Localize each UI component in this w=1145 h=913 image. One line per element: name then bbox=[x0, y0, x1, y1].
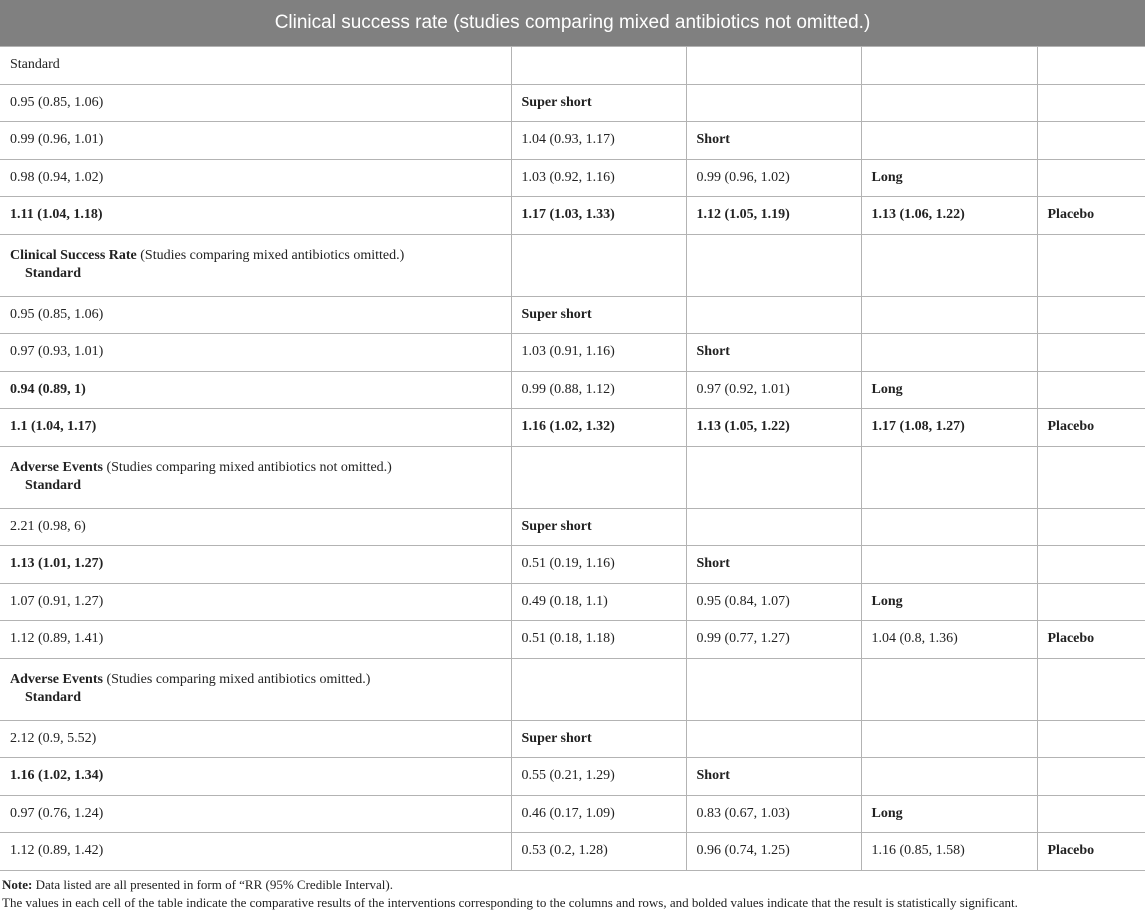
standard-label: Standard bbox=[25, 690, 82, 705]
table-cell: Super short bbox=[511, 296, 686, 334]
table-body bbox=[0, 47, 1145, 871]
table-cell: 0.94 (0.89, 1) bbox=[0, 371, 511, 409]
table-cell bbox=[686, 84, 861, 122]
table-cell bbox=[1037, 720, 1145, 758]
empty-cell bbox=[1037, 47, 1145, 85]
table-cell bbox=[1037, 159, 1145, 197]
table-cell bbox=[861, 84, 1037, 122]
section-header-row bbox=[0, 446, 1145, 508]
table-cell: Short bbox=[686, 122, 861, 160]
standard-label: Standard bbox=[10, 57, 60, 73]
note-label: Note: bbox=[2, 877, 33, 892]
table-cell bbox=[861, 296, 1037, 334]
table-cell: Placebo bbox=[1037, 833, 1145, 871]
table-cell: 1.16 (1.02, 1.34) bbox=[0, 758, 511, 796]
table-row bbox=[0, 833, 1145, 871]
table-cell: 0.99 (0.77, 1.27) bbox=[686, 621, 861, 659]
empty-cell bbox=[511, 47, 686, 85]
table-cell bbox=[861, 122, 1037, 160]
section-header-row bbox=[0, 47, 1145, 85]
table-row bbox=[0, 296, 1145, 334]
table-cell: Super short bbox=[511, 508, 686, 546]
table-cell bbox=[686, 296, 861, 334]
note-text: Data listed are all presented in form of “RR (95% Credible Interval). bbox=[32, 877, 393, 892]
table-row bbox=[0, 583, 1145, 621]
table-row bbox=[0, 159, 1145, 197]
table-cell: 0.46 (0.17, 1.09) bbox=[511, 795, 686, 833]
standard-label: Standard bbox=[25, 478, 82, 493]
table-cell: Short bbox=[686, 758, 861, 796]
table-cell bbox=[1037, 795, 1145, 833]
table-cell: Long bbox=[861, 583, 1037, 621]
empty-cell bbox=[686, 658, 861, 720]
table-cell: 1.12 (1.05, 1.19) bbox=[686, 197, 861, 235]
table-cell: Placebo bbox=[1037, 197, 1145, 235]
table-cell bbox=[1037, 371, 1145, 409]
table-row bbox=[0, 546, 1145, 584]
table-cell: 0.99 (0.88, 1.12) bbox=[511, 371, 686, 409]
section-header-cell bbox=[0, 446, 511, 508]
table-cell: 1.07 (0.91, 1.27) bbox=[0, 583, 511, 621]
section-header-cell bbox=[0, 658, 511, 720]
table-cell bbox=[1037, 583, 1145, 621]
table-row bbox=[0, 795, 1145, 833]
table-cell: 1.12 (0.89, 1.41) bbox=[0, 621, 511, 659]
table-cell: 0.99 (0.96, 1.02) bbox=[686, 159, 861, 197]
table-row bbox=[0, 84, 1145, 122]
table-cell: 2.12 (0.9, 5.52) bbox=[0, 720, 511, 758]
table-cell bbox=[686, 508, 861, 546]
table-cell: Placebo bbox=[1037, 409, 1145, 447]
table-cell bbox=[861, 758, 1037, 796]
note-line-1 bbox=[2, 876, 1018, 894]
table-row bbox=[0, 720, 1145, 758]
table-cell: Long bbox=[861, 159, 1037, 197]
table-cell: 0.95 (0.85, 1.06) bbox=[0, 84, 511, 122]
table-cell bbox=[686, 720, 861, 758]
empty-cell bbox=[511, 234, 686, 296]
empty-cell bbox=[1037, 658, 1145, 720]
table-row bbox=[0, 758, 1145, 796]
table-cell: 1.04 (0.93, 1.17) bbox=[511, 122, 686, 160]
section-title: Adverse Events bbox=[10, 672, 103, 687]
table-row bbox=[0, 122, 1145, 160]
table-row bbox=[0, 409, 1145, 447]
empty-cell bbox=[511, 446, 686, 508]
table-cell bbox=[861, 508, 1037, 546]
table-cell: 0.51 (0.18, 1.18) bbox=[511, 621, 686, 659]
table-cell: 0.55 (0.21, 1.29) bbox=[511, 758, 686, 796]
table-cell bbox=[861, 720, 1037, 758]
table-cell: Super short bbox=[511, 720, 686, 758]
table-cell: 1.1 (1.04, 1.17) bbox=[0, 409, 511, 447]
empty-cell bbox=[511, 658, 686, 720]
section-subtitle: (Studies comparing mixed antibiotics omitted.) bbox=[136, 248, 405, 263]
table-cell: 0.97 (0.92, 1.01) bbox=[686, 371, 861, 409]
table-cell: 1.11 (1.04, 1.18) bbox=[0, 197, 511, 235]
empty-cell bbox=[686, 234, 861, 296]
table-cell: 1.03 (0.92, 1.16) bbox=[511, 159, 686, 197]
table-cell: 0.97 (0.93, 1.01) bbox=[0, 334, 511, 372]
standard-label: Standard bbox=[25, 266, 82, 281]
table-cell: 0.99 (0.96, 1.01) bbox=[0, 122, 511, 160]
empty-cell bbox=[1037, 446, 1145, 508]
table-cell: 1.16 (1.02, 1.32) bbox=[511, 409, 686, 447]
table-cell: 0.95 (0.84, 1.07) bbox=[686, 583, 861, 621]
note-line-2: The values in each cell of the table indicate the comparative results of the interventions corresponding to the columns and rows, and bolded values indicate that the result is statistically significant. bbox=[2, 895, 1018, 910]
table-cell: 0.51 (0.19, 1.16) bbox=[511, 546, 686, 584]
empty-cell bbox=[861, 47, 1037, 85]
table-cell: 1.04 (0.8, 1.36) bbox=[861, 621, 1037, 659]
table-cell: Short bbox=[686, 334, 861, 372]
table-cell bbox=[861, 334, 1037, 372]
table-cell: 1.16 (0.85, 1.58) bbox=[861, 833, 1037, 871]
table-cell: 1.13 (1.01, 1.27) bbox=[0, 546, 511, 584]
section-subtitle: (Studies comparing mixed antibiotics omitted.) bbox=[102, 672, 371, 687]
table-row bbox=[0, 621, 1145, 659]
section-header-row bbox=[0, 658, 1145, 720]
table-cell: 1.17 (1.03, 1.33) bbox=[511, 197, 686, 235]
table-cell: 0.83 (0.67, 1.03) bbox=[686, 795, 861, 833]
empty-cell bbox=[861, 446, 1037, 508]
table-cell bbox=[1037, 296, 1145, 334]
table-row bbox=[0, 334, 1145, 372]
section-title: Adverse Events bbox=[10, 460, 103, 475]
table-cell: 0.96 (0.74, 1.25) bbox=[686, 833, 861, 871]
table-cell: 1.12 (0.89, 1.42) bbox=[0, 833, 511, 871]
table-cell: Long bbox=[861, 371, 1037, 409]
empty-cell bbox=[686, 47, 861, 85]
table-cell: 0.49 (0.18, 1.1) bbox=[511, 583, 686, 621]
comparison-table bbox=[0, 46, 1145, 871]
table-cell: Super short bbox=[511, 84, 686, 122]
table-cell bbox=[861, 546, 1037, 584]
table-row bbox=[0, 197, 1145, 235]
table-cell: 1.03 (0.91, 1.16) bbox=[511, 334, 686, 372]
table-row bbox=[0, 508, 1145, 546]
table-cell: 1.13 (1.06, 1.22) bbox=[861, 197, 1037, 235]
section-header-cell bbox=[0, 47, 511, 85]
table-cell bbox=[1037, 546, 1145, 584]
table-cell: 2.21 (0.98, 6) bbox=[0, 508, 511, 546]
table-cell: 0.98 (0.94, 1.02) bbox=[0, 159, 511, 197]
table-cell: 0.95 (0.85, 1.06) bbox=[0, 296, 511, 334]
section-title: Clinical Success Rate bbox=[10, 248, 137, 263]
empty-cell bbox=[686, 446, 861, 508]
empty-cell bbox=[861, 658, 1037, 720]
table-notes bbox=[2, 876, 1018, 912]
table-row bbox=[0, 371, 1145, 409]
table-cell bbox=[1037, 508, 1145, 546]
table-cell: Long bbox=[861, 795, 1037, 833]
table-cell: Placebo bbox=[1037, 621, 1145, 659]
empty-cell bbox=[1037, 234, 1145, 296]
table-cell: 0.97 (0.76, 1.24) bbox=[0, 795, 511, 833]
section-header-cell bbox=[0, 234, 511, 296]
table-cell: Short bbox=[686, 546, 861, 584]
table-cell bbox=[1037, 334, 1145, 372]
section-header-row bbox=[0, 234, 1145, 296]
table-cell bbox=[1037, 122, 1145, 160]
table-cell: 1.17 (1.08, 1.27) bbox=[861, 409, 1037, 447]
section-subtitle: (Studies comparing mixed antibiotics not omitted.) bbox=[102, 460, 392, 475]
empty-cell bbox=[861, 234, 1037, 296]
table-cell bbox=[1037, 758, 1145, 796]
table-cell: 0.53 (0.2, 1.28) bbox=[511, 833, 686, 871]
table-title: Clinical success rate (studies comparing mixed antibiotics not omitted.) bbox=[0, 0, 1145, 46]
table-cell: 1.13 (1.05, 1.22) bbox=[686, 409, 861, 447]
table-cell bbox=[1037, 84, 1145, 122]
